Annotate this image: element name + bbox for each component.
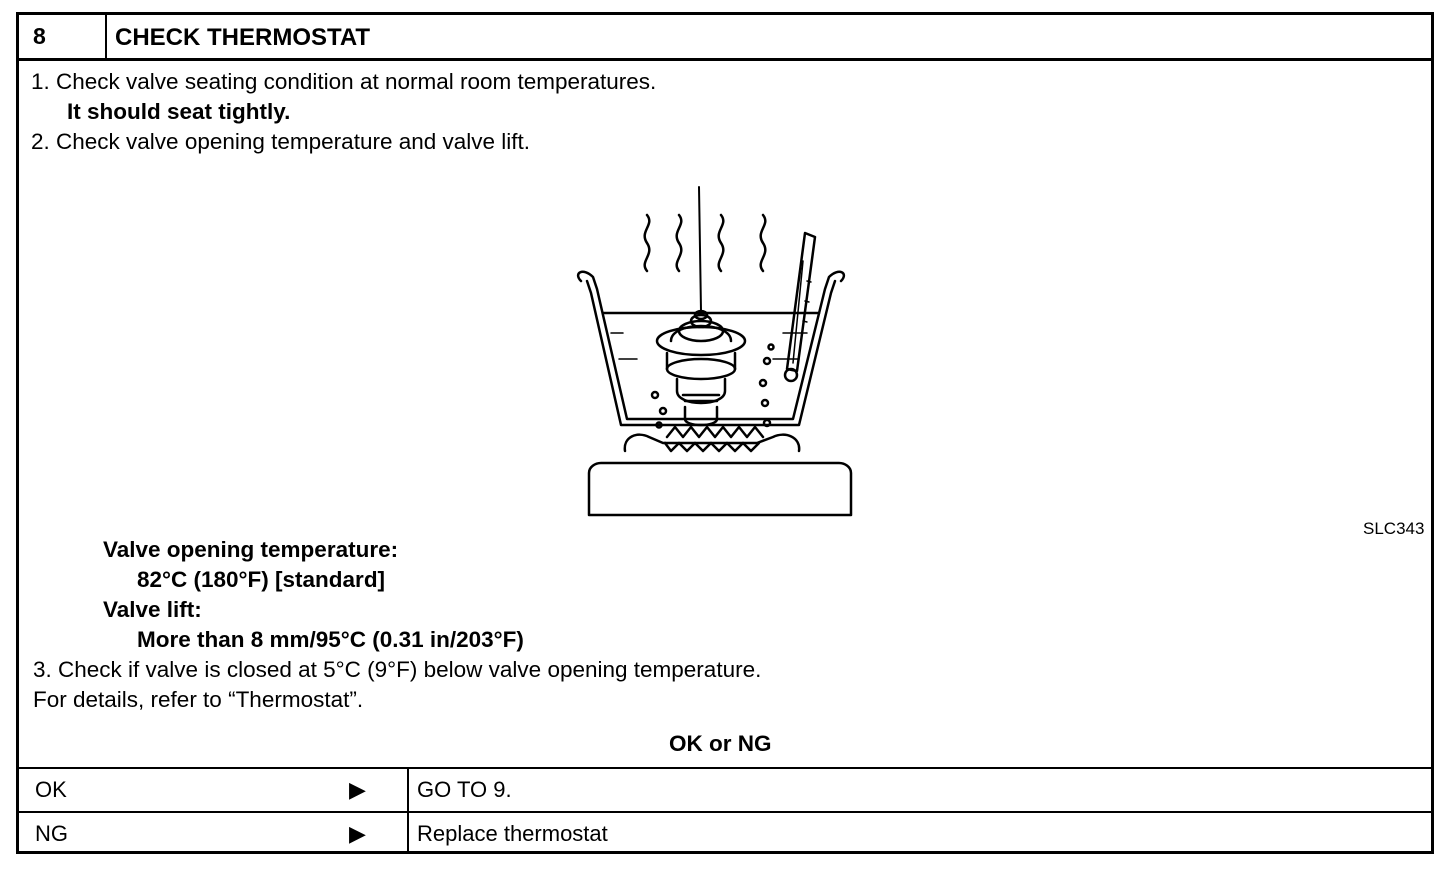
outcome-action-ok: GO TO 9. bbox=[417, 777, 512, 802]
outcome-row-ng bbox=[19, 811, 1431, 854]
outcome-label-ng: NG bbox=[35, 821, 68, 846]
ok-or-ng-question: OK or NG bbox=[669, 731, 772, 756]
step-2-text: 2. Check valve opening temperature and valve lift. bbox=[31, 129, 531, 154]
spec-value-valve-lift: More than 8 mm/95°C (0.31 in/203°F) bbox=[137, 627, 524, 652]
procedure-table bbox=[16, 12, 1434, 854]
figure-code: SLC343 bbox=[1363, 519, 1425, 538]
spec-label-opening-temp: Valve opening temperature: bbox=[103, 537, 399, 562]
step-3-text: 3. Check if valve is closed at 5°C (9°F) below valve opening temperature. bbox=[33, 657, 762, 682]
outcome-row-ok bbox=[19, 767, 1431, 811]
outcome-cell-ok bbox=[19, 769, 409, 811]
thermostat-test-illustration bbox=[567, 181, 871, 521]
step-header bbox=[19, 15, 1431, 61]
step-number: 8 bbox=[19, 15, 107, 58]
step-1-text: 1. Check valve seating condition at normal room temperatures. bbox=[31, 69, 657, 94]
details-reference: For details, refer to “Thermostat”. bbox=[33, 687, 364, 712]
spec-value-opening-temp: 82°C (180°F) [standard] bbox=[137, 567, 386, 592]
outcome-action-ng: Replace thermostat bbox=[417, 821, 608, 846]
spec-label-valve-lift: Valve lift: bbox=[103, 597, 202, 622]
step-1-result: It should seat tightly. bbox=[67, 99, 291, 124]
outcome-label-ok: OK bbox=[35, 777, 67, 802]
arrow-right-icon: ▶ bbox=[349, 777, 366, 802]
outcome-cell-ng bbox=[19, 813, 409, 854]
arrow-right-icon: ▶ bbox=[349, 821, 366, 846]
step-title: CHECK THERMOSTAT bbox=[115, 24, 371, 51]
